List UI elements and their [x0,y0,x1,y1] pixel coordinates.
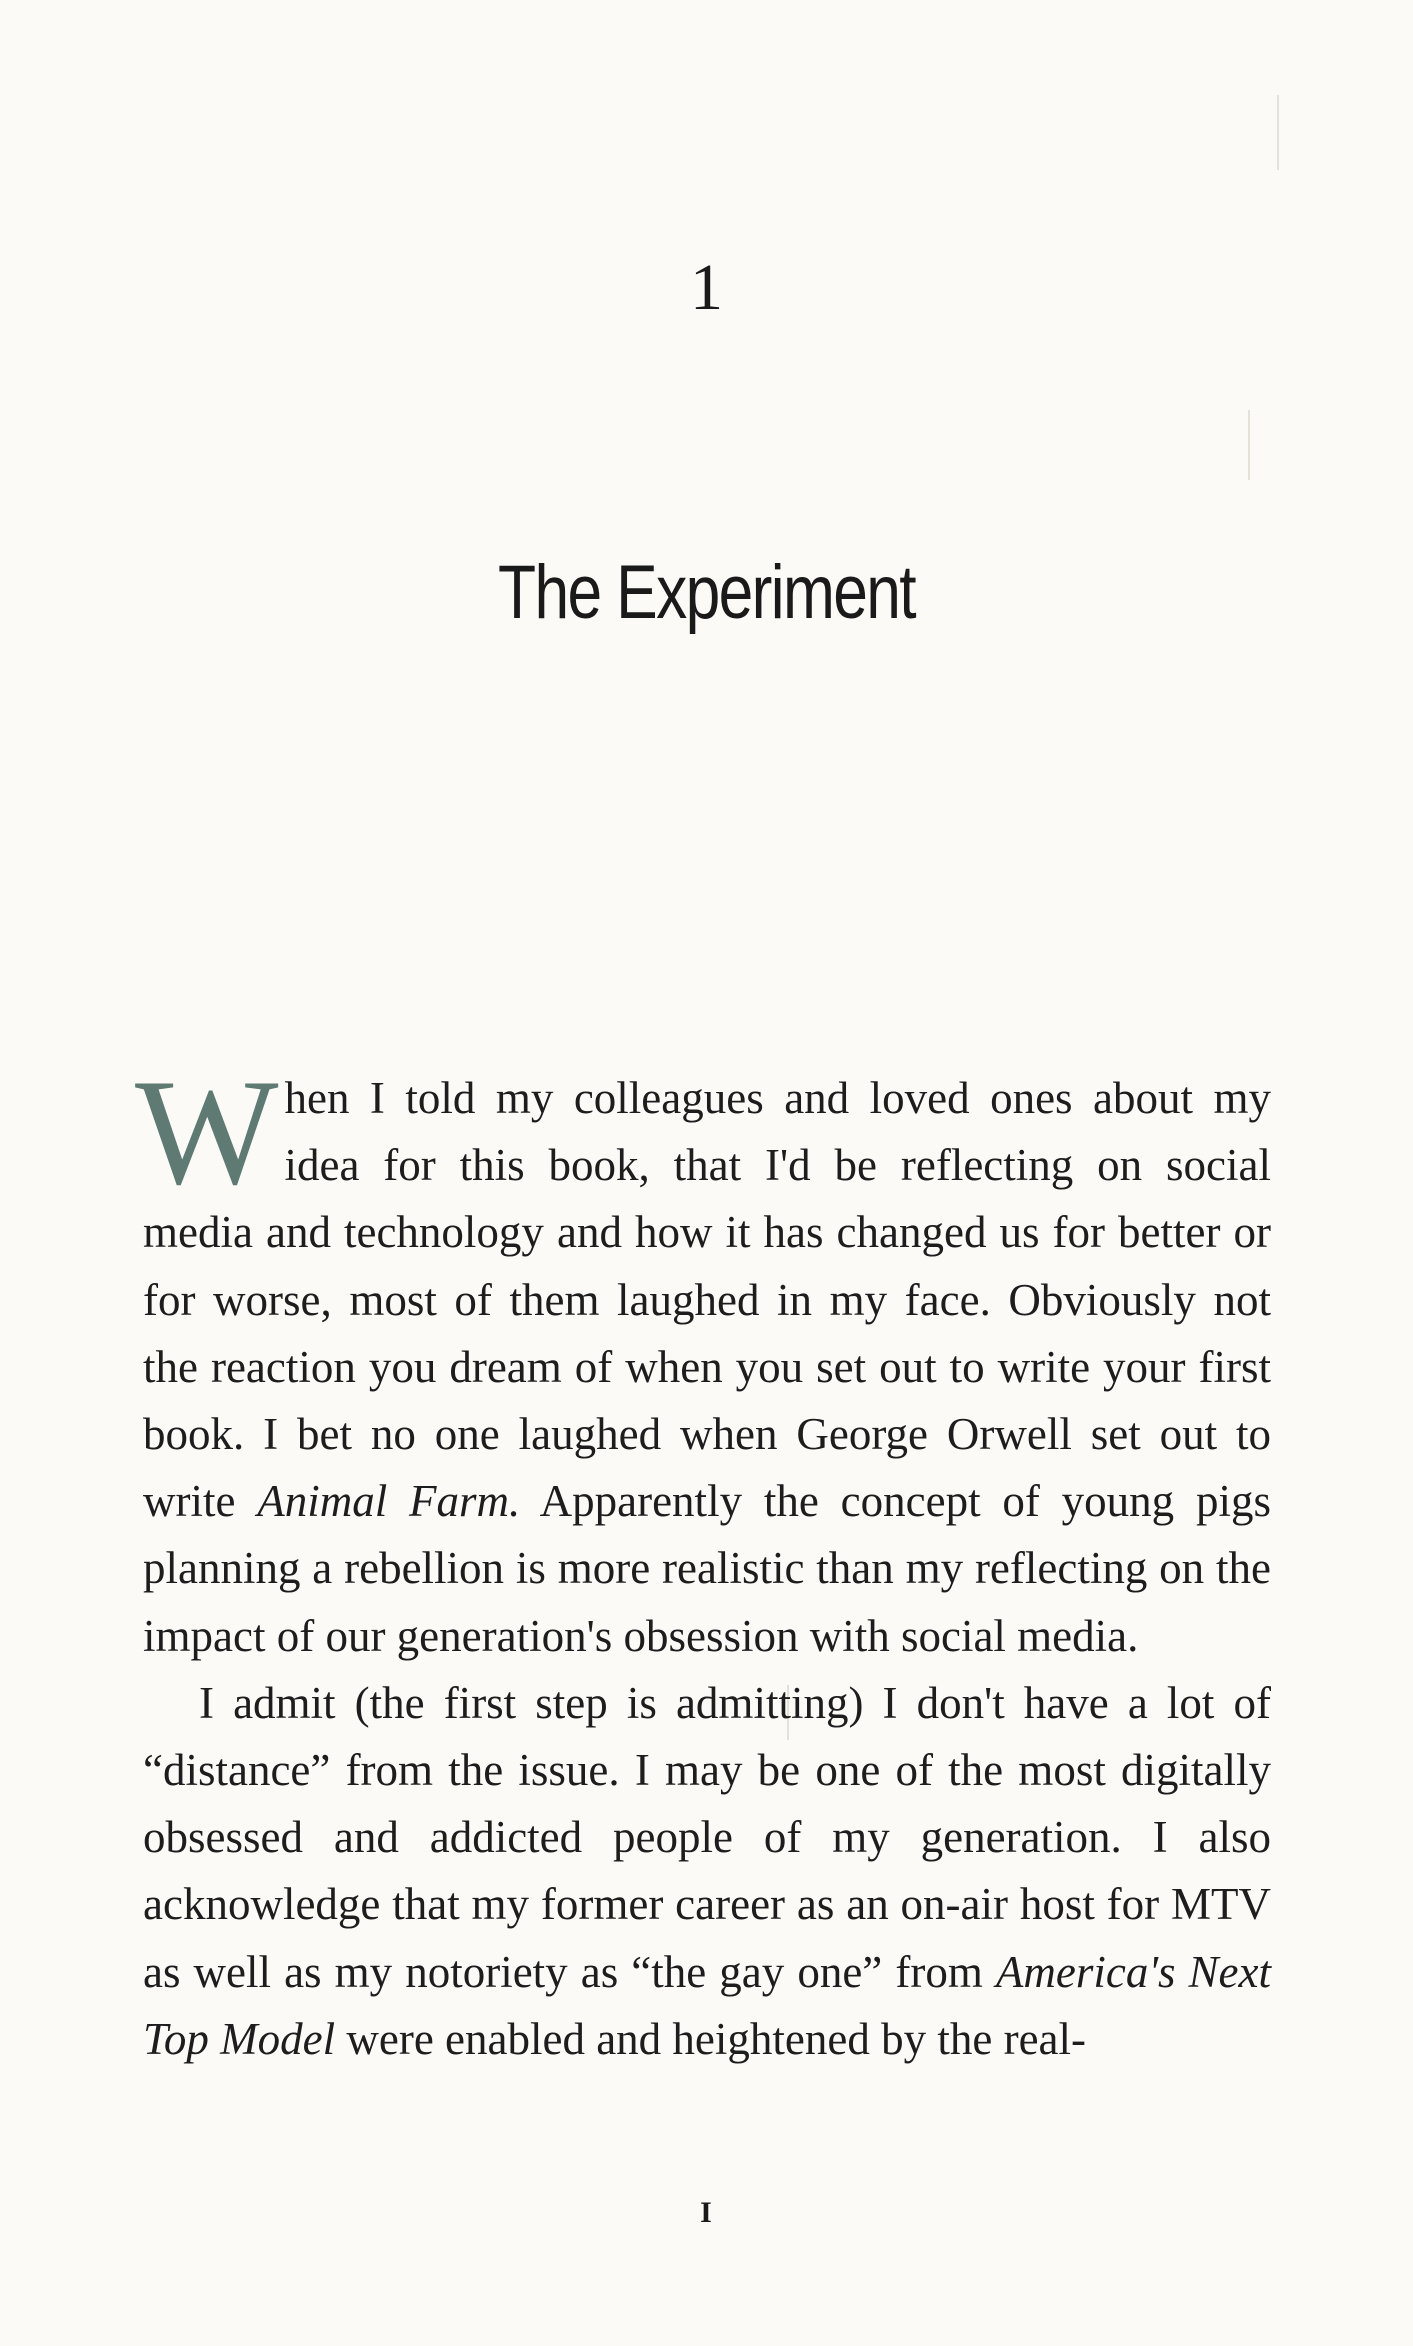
scan-artifact-mark [1277,95,1279,170]
paragraph-1-text: hen I told my colleagues and loved ones about my idea for this book, that I'd be reflecting on social media and technology and how it has changed us for better or for worse, most of them laughed in my face. Obviously not the reaction you dream of when you set out to write your first book. I bet no one laughed when George Orwell set out to write [143,1073,1271,1527]
paragraph-1-text-continued: Apparently the concept of young pigs planning a rebellion is more realistic than my reflecting on the impact of our generation's obsession with social media. [143,1476,1271,1661]
chapter-body [135,1048,1272,2073]
paragraph-2-text-continued: were enabled and heightened by the real- [335,2013,1087,2064]
drop-cap-letter: W [135,1048,279,1216]
show-title-antm: America's Next Top Model [143,1946,1272,2064]
paragraph-2-text: I admit (the first step is admitting) I don't have a lot of “distance” from the issue. I may be one of the most digitally obsessed and addicted people of my generation. I also acknowledge that my former career as an on-air host for MTV as well as my notoriety as “the gay one” from [143,1677,1271,1997]
paragraph-2 [143,1670,1271,2073]
chapter-number: 1 [690,251,723,324]
paragraph-1 [135,1048,1271,1670]
chapter-title: The Experiment [498,550,915,635]
page-number: I [700,2196,713,2229]
book-title-animal-farm: Animal Farm. [257,1476,521,1527]
scan-artifact-mark [1248,410,1250,480]
